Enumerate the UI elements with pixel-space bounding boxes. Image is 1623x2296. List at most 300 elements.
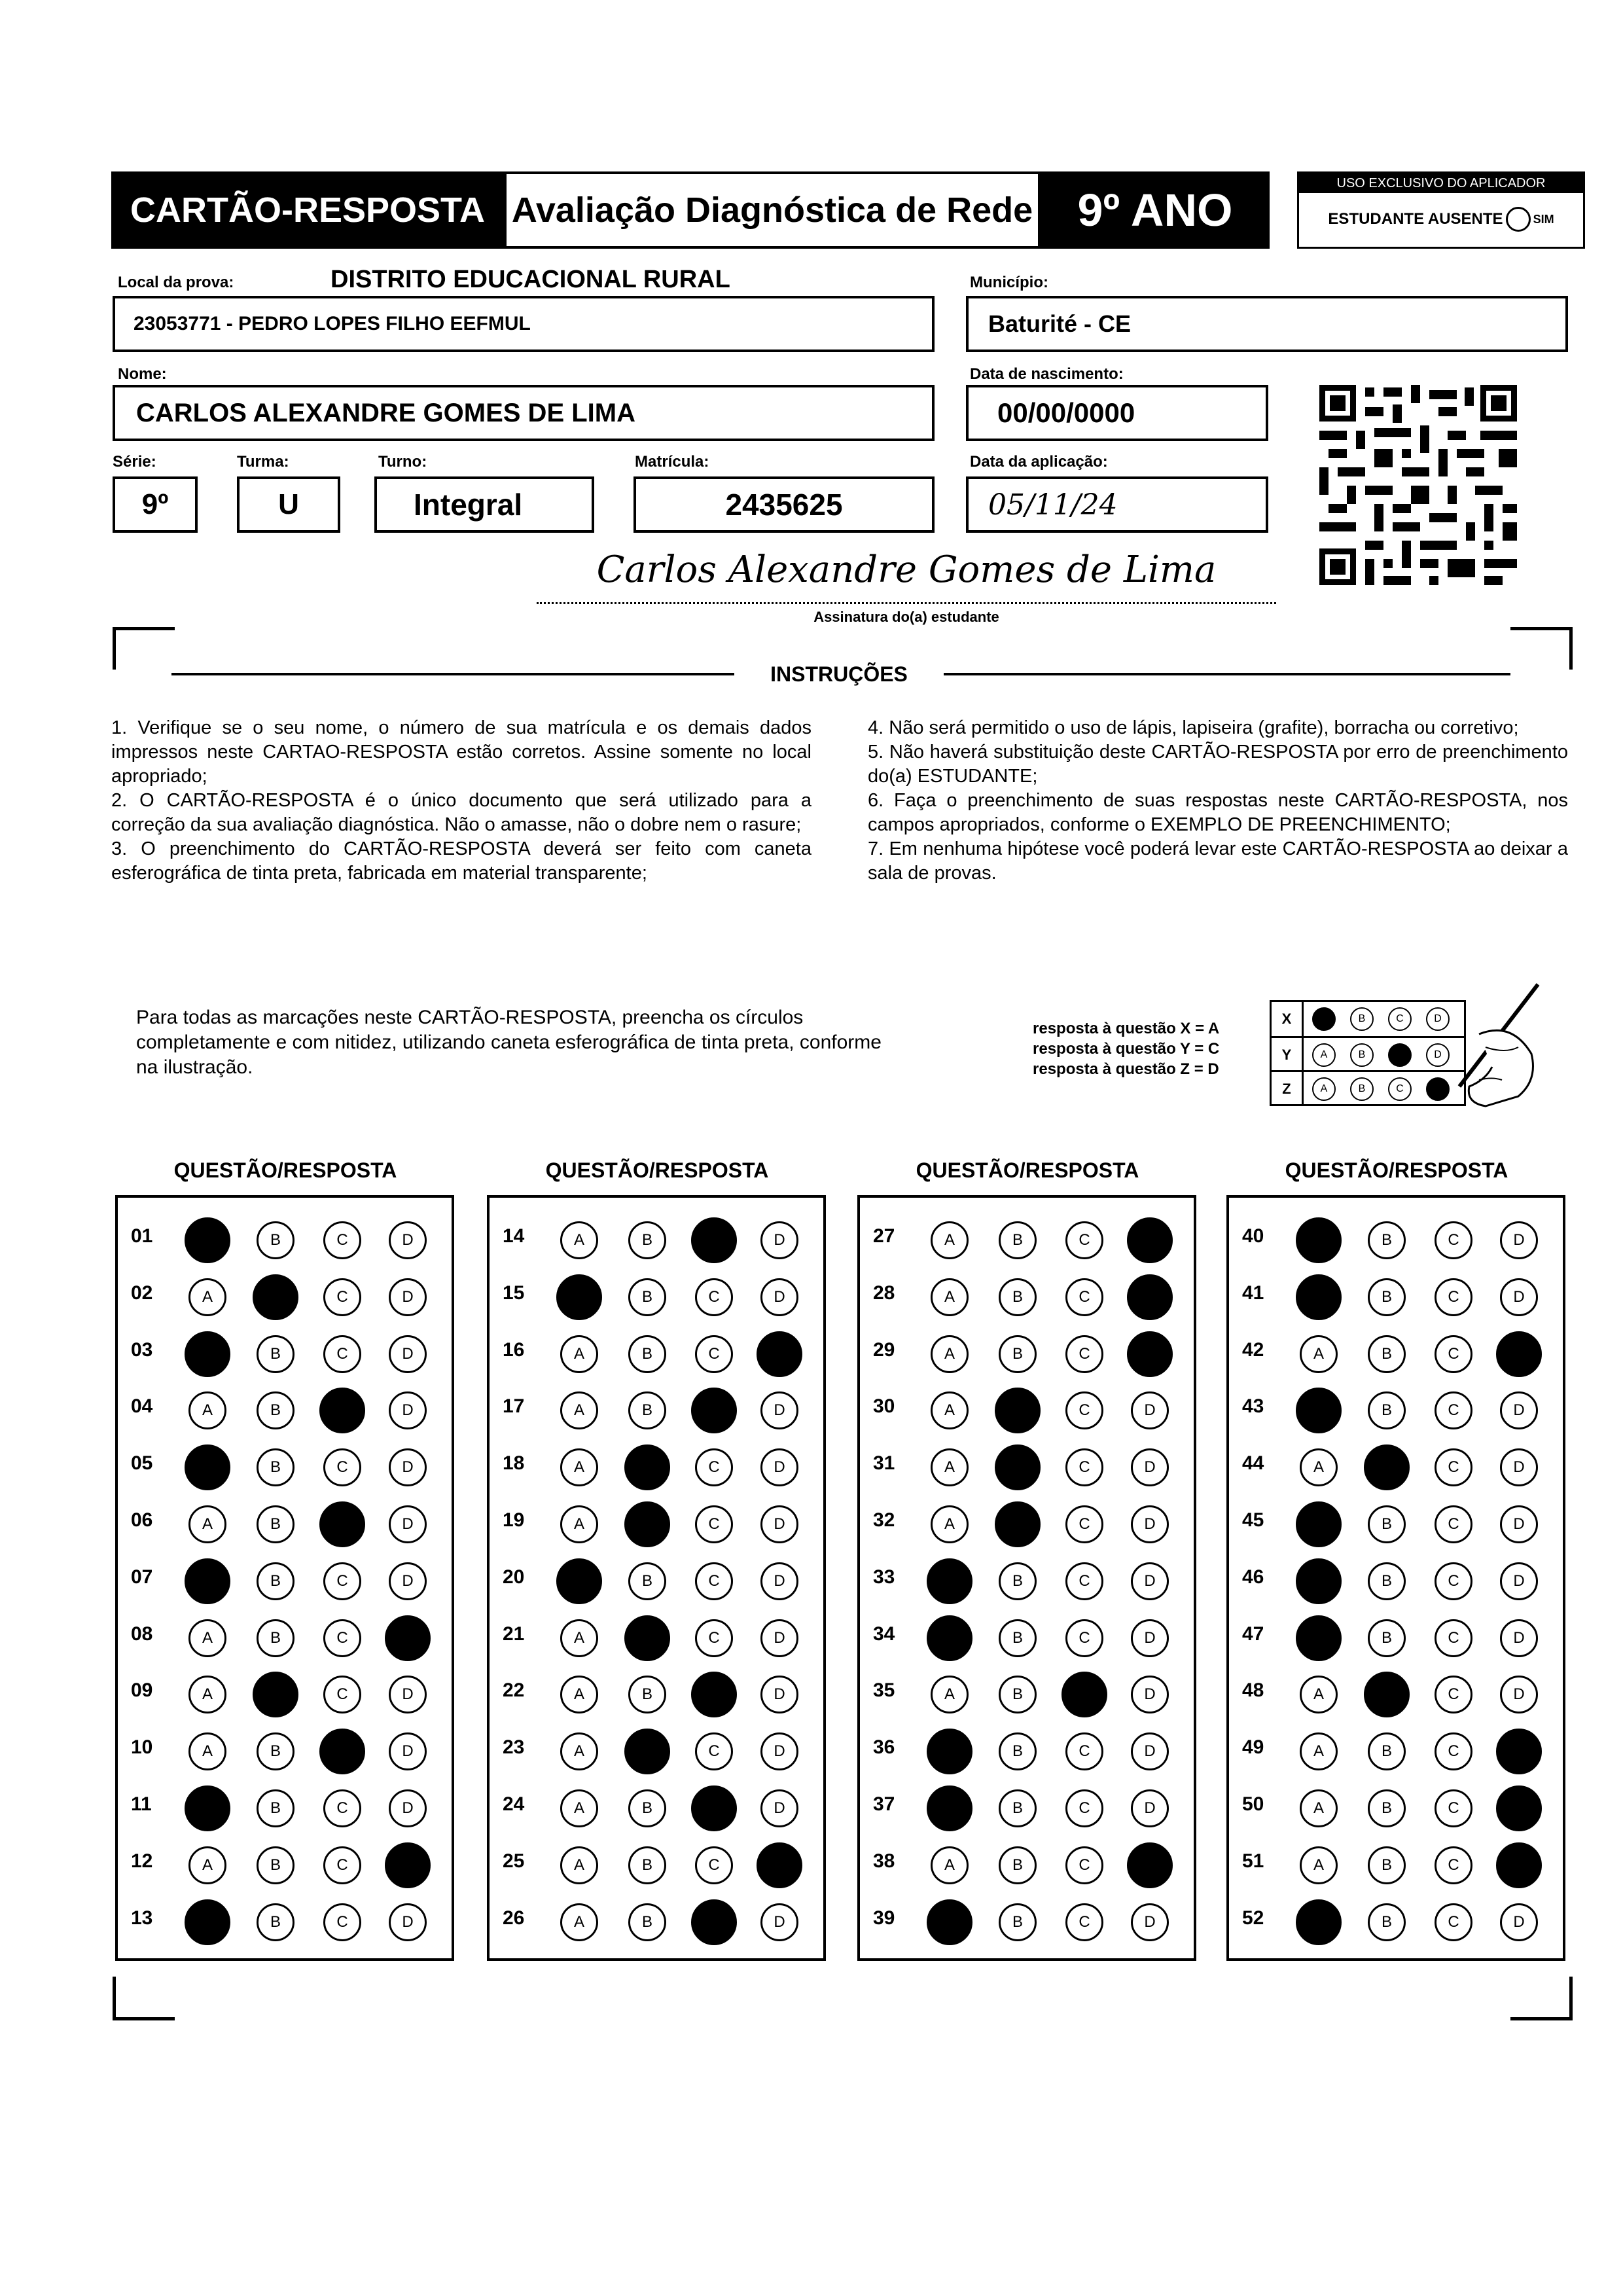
question-row-17 [490, 1386, 823, 1426]
answer-bubble-b[interactable] [624, 1444, 670, 1490]
answer-bubble-d[interactable]: D [1131, 1903, 1169, 1941]
answer-bubble-d[interactable] [1127, 1842, 1173, 1888]
answer-bubble-d[interactable] [1496, 1331, 1542, 1377]
example-row-x [1272, 1002, 1464, 1036]
nome-field: CARLOS ALEXANDRE GOMES DE LIMA [113, 385, 935, 441]
example-bubble-c [1388, 1043, 1412, 1067]
answer-bubble-a[interactable] [185, 1785, 230, 1831]
answer-bubble-d[interactable]: D [760, 1505, 798, 1543]
answer-bubble-b[interactable]: B [257, 1619, 294, 1657]
question-row-45 [1229, 1500, 1563, 1539]
answer-bubble-a[interactable]: A [1300, 1846, 1338, 1884]
example-text: Para todas as marcações neste CARTÃO-RESPOSTA, preencha os círculos completamente e com nitidez, utilizando caneta esferográfica de tinta preta, conforme na ilustração. [136, 1007, 882, 1078]
question-number: 09 [131, 1679, 153, 1702]
instructions-line-right [944, 673, 1510, 675]
answer-bubble-a[interactable] [927, 1615, 972, 1661]
answer-bubble-c[interactable] [691, 1785, 737, 1831]
example-bubble-d: D [1426, 1007, 1450, 1031]
answer-bubble-d[interactable]: D [1500, 1221, 1538, 1259]
answer-bubble-b[interactable] [995, 1444, 1041, 1490]
answer-bubble-b[interactable] [624, 1501, 670, 1547]
turno-field: Integral [374, 476, 594, 533]
answer-bubble-a[interactable]: A [1300, 1732, 1338, 1770]
answer-bubble-c[interactable]: C [1435, 1676, 1472, 1713]
answer-bubble-c[interactable] [1061, 1672, 1107, 1717]
answer-bubble-b[interactable]: B [999, 1278, 1037, 1316]
answer-bubble-a[interactable]: A [931, 1221, 969, 1259]
answer-bubble-a[interactable] [927, 1558, 972, 1604]
question-number: 18 [503, 1452, 525, 1475]
answer-bubble-b[interactable]: B [257, 1903, 294, 1941]
answer-bubble-b[interactable] [995, 1388, 1041, 1433]
answer-bubble-b[interactable]: B [1368, 1789, 1406, 1827]
question-row-43 [1229, 1386, 1563, 1426]
answer-bubble-d[interactable] [757, 1842, 802, 1888]
question-number: 23 [503, 1736, 525, 1759]
answer-bubble-a[interactable]: A [560, 1846, 598, 1884]
question-number: 41 [1242, 1282, 1264, 1304]
answer-bubble-b[interactable]: B [257, 1391, 294, 1429]
municipio-label: Município: [970, 274, 1048, 291]
question-row-10 [118, 1727, 452, 1767]
question-row-04 [118, 1386, 452, 1426]
column-title-1: QUESTÃO/RESPOSTA [173, 1158, 397, 1182]
answer-bubble-a[interactable] [185, 1331, 230, 1377]
answer-bubble-c[interactable]: C [695, 1278, 733, 1316]
answer-bubble-c[interactable]: C [695, 1335, 733, 1373]
answer-bubble-c[interactable]: C [1435, 1846, 1472, 1884]
answer-bubble-b[interactable]: B [628, 1676, 666, 1713]
answer-bubble-c[interactable] [319, 1501, 365, 1547]
answer-bubble-b[interactable]: B [1368, 1619, 1406, 1657]
question-row-35 [860, 1670, 1194, 1710]
question-number: 04 [131, 1395, 153, 1418]
absent-checkbox[interactable] [1506, 207, 1531, 232]
question-row-19 [490, 1500, 823, 1539]
question-number: 19 [503, 1509, 525, 1531]
answer-bubble-a[interactable]: A [188, 1619, 226, 1657]
answer-bubble-a[interactable]: A [931, 1448, 969, 1486]
answer-bubble-a[interactable] [185, 1558, 230, 1604]
answer-bubble-b[interactable]: B [999, 1335, 1037, 1373]
answer-bubble-c[interactable]: C [1435, 1505, 1472, 1543]
answer-bubble-b[interactable]: B [999, 1221, 1037, 1259]
question-number: 52 [1242, 1907, 1264, 1929]
question-number: 48 [1242, 1679, 1264, 1702]
answer-bubble-a[interactable] [927, 1729, 972, 1774]
answer-bubble-d[interactable]: D [389, 1335, 427, 1373]
answer-bubble-a[interactable]: A [188, 1732, 226, 1770]
answer-bubble-b[interactable]: B [628, 1335, 666, 1373]
answer-bubble-a[interactable] [927, 1899, 972, 1945]
answer-bubble-d[interactable]: D [389, 1903, 427, 1941]
answer-bubble-d[interactable]: D [1131, 1619, 1169, 1657]
answer-bubble-b[interactable] [624, 1615, 670, 1661]
answer-bubble-a[interactable]: A [1300, 1789, 1338, 1827]
answer-bubble-d[interactable]: D [1500, 1278, 1538, 1316]
answer-bubble-b[interactable]: B [999, 1789, 1037, 1827]
instruction-3: 3. O preenchimento do CARTÃO-RESPOSTA deverá ser feito com caneta esferográfica de tinta preta, fabricada em material transparente; [111, 838, 812, 884]
answer-bubble-a[interactable] [1296, 1217, 1342, 1263]
answer-bubble-d[interactable]: D [760, 1562, 798, 1600]
answer-bubble-c[interactable]: C [1065, 1505, 1103, 1543]
question-number: 12 [131, 1850, 153, 1872]
answer-bubble-b[interactable]: B [999, 1903, 1037, 1941]
serie-field: 9º [113, 476, 198, 533]
answer-bubble-a[interactable]: A [931, 1335, 969, 1373]
answer-bubble-a[interactable] [556, 1274, 602, 1320]
answer-bubble-a[interactable]: A [560, 1221, 598, 1259]
question-row-14 [490, 1216, 823, 1255]
answer-bubble-a[interactable] [1296, 1615, 1342, 1661]
signature: Carlos Alexandre Gomes de Lima [596, 548, 1217, 591]
answer-bubble-b[interactable]: B [628, 1562, 666, 1600]
answer-bubble-a[interactable] [1296, 1274, 1342, 1320]
answer-bubble-b[interactable]: B [1368, 1335, 1406, 1373]
answer-bubble-b[interactable]: B [257, 1562, 294, 1600]
answer-bubble-b[interactable] [253, 1672, 298, 1717]
answer-bubble-c[interactable] [319, 1388, 365, 1433]
qr-code-icon [1319, 385, 1517, 585]
answer-bubble-b[interactable] [1364, 1444, 1410, 1490]
question-row-48 [1229, 1670, 1563, 1710]
example-row-label: Y [1272, 1038, 1304, 1072]
answer-bubble-b[interactable]: B [628, 1278, 666, 1316]
answer-bubble-b[interactable] [253, 1274, 298, 1320]
question-number: 16 [503, 1338, 525, 1361]
instruction-2: 2. O CARTÃO-RESPOSTA é o único documento que será utilizado para a correção da sua avaliação diagnóstica. Não o amasse, não o dobre nem o rasure; [111, 790, 812, 835]
answer-bubble-d[interactable]: D [1500, 1448, 1538, 1486]
answer-bubble-b[interactable] [1364, 1672, 1410, 1717]
answer-column-3 [857, 1195, 1196, 1961]
answer-bubble-d[interactable] [1496, 1785, 1542, 1831]
answer-bubble-b[interactable]: B [1368, 1221, 1406, 1259]
answer-bubble-a[interactable]: A [188, 1505, 226, 1543]
answer-bubble-b[interactable]: B [257, 1221, 294, 1259]
answer-bubble-d[interactable] [1127, 1331, 1173, 1377]
example-bubble-a: A [1312, 1077, 1336, 1101]
answer-bubble-b[interactable]: B [1368, 1278, 1406, 1316]
answer-bubble-b[interactable]: B [1368, 1732, 1406, 1770]
question-number: 47 [1242, 1623, 1264, 1645]
question-number: 27 [873, 1225, 895, 1247]
grade-label: 9º ANO [1041, 171, 1270, 249]
question-row-40 [1229, 1216, 1563, 1255]
question-row-11 [118, 1784, 452, 1823]
answer-bubble-c[interactable]: C [1065, 1619, 1103, 1657]
answer-bubble-c[interactable]: C [1065, 1562, 1103, 1600]
answer-bubble-d[interactable]: D [389, 1562, 427, 1600]
question-row-52 [1229, 1898, 1563, 1937]
answer-bubble-a[interactable]: A [560, 1505, 598, 1543]
answer-bubble-b[interactable]: B [257, 1505, 294, 1543]
answer-bubble-a[interactable]: A [188, 1278, 226, 1316]
answer-bubble-a[interactable]: A [560, 1448, 598, 1486]
answer-bubble-c[interactable]: C [695, 1562, 733, 1600]
answer-bubble-c[interactable]: C [1065, 1903, 1103, 1941]
answer-bubble-a[interactable]: A [560, 1903, 598, 1941]
corner-bottom-right [1510, 1977, 1573, 2020]
answer-bubble-d[interactable]: D [1131, 1732, 1169, 1770]
answer-bubble-a[interactable] [185, 1899, 230, 1945]
question-row-13 [118, 1898, 452, 1937]
answer-bubble-c[interactable]: C [695, 1732, 733, 1770]
answer-bubble-c[interactable]: C [1065, 1335, 1103, 1373]
answer-bubble-d[interactable]: D [1500, 1391, 1538, 1429]
answer-bubble-a[interactable]: A [1300, 1335, 1338, 1373]
answer-bubble-b[interactable]: B [999, 1846, 1037, 1884]
question-row-18 [490, 1443, 823, 1482]
answer-bubble-d[interactable] [757, 1331, 802, 1377]
question-number: 25 [503, 1850, 525, 1872]
answer-bubble-c[interactable] [691, 1899, 737, 1945]
question-number: 21 [503, 1623, 525, 1645]
answer-bubble-c[interactable]: C [695, 1505, 733, 1543]
answer-bubble-c[interactable]: C [323, 1335, 361, 1373]
example-row-label: Z [1272, 1072, 1304, 1106]
answer-bubble-d[interactable]: D [1500, 1903, 1538, 1941]
answer-bubble-a[interactable]: A [1300, 1448, 1338, 1486]
answer-bubble-d[interactable]: D [1131, 1448, 1169, 1486]
municipio-field: Baturité - CE [966, 296, 1568, 352]
answer-bubble-a[interactable]: A [188, 1846, 226, 1884]
answer-bubble-d[interactable]: D [1131, 1676, 1169, 1713]
example-bubble-c: C [1388, 1007, 1412, 1031]
answer-bubble-c[interactable]: C [1435, 1619, 1472, 1657]
question-row-08 [118, 1614, 452, 1653]
answer-bubble-c[interactable]: C [1435, 1562, 1472, 1600]
answer-bubble-d[interactable] [385, 1842, 431, 1888]
answer-bubble-d[interactable]: D [760, 1619, 798, 1657]
answer-bubble-a[interactable]: A [931, 1278, 969, 1316]
answer-bubble-d[interactable]: D [1500, 1505, 1538, 1543]
local-label: Local da prova: [118, 274, 234, 291]
answer-bubble-c[interactable] [691, 1217, 737, 1263]
answer-bubble-d[interactable]: D [389, 1732, 427, 1770]
answer-bubble-c[interactable]: C [1435, 1448, 1472, 1486]
answer-bubble-d[interactable]: D [389, 1221, 427, 1259]
answer-bubble-d[interactable] [1496, 1729, 1542, 1774]
answer-bubble-a[interactable]: A [931, 1676, 969, 1713]
question-row-30 [860, 1386, 1194, 1426]
question-row-07 [118, 1557, 452, 1596]
answer-bubble-d[interactable]: D [389, 1391, 427, 1429]
question-number: 45 [1242, 1509, 1264, 1531]
answer-bubble-d[interactable]: D [760, 1278, 798, 1316]
answer-bubble-b[interactable]: B [999, 1676, 1037, 1713]
question-number: 43 [1242, 1395, 1264, 1418]
question-number: 40 [1242, 1225, 1264, 1247]
answer-bubble-c[interactable]: C [1435, 1278, 1472, 1316]
answer-bubble-a[interactable] [1296, 1899, 1342, 1945]
answer-bubble-a[interactable]: A [560, 1619, 598, 1657]
answer-bubble-b[interactable]: B [1368, 1505, 1406, 1543]
question-number: 01 [131, 1225, 153, 1247]
answer-bubble-a[interactable]: A [931, 1391, 969, 1429]
answer-bubble-c[interactable]: C [695, 1846, 733, 1884]
answer-bubble-c[interactable]: C [1435, 1221, 1472, 1259]
question-number: 05 [131, 1452, 153, 1475]
answer-bubble-b[interactable]: B [1368, 1391, 1406, 1429]
answer-bubble-b[interactable]: B [257, 1448, 294, 1486]
corner-bottom-left [113, 1977, 175, 2020]
answer-bubble-d[interactable] [1496, 1842, 1542, 1888]
answer-bubble-b[interactable]: B [1368, 1903, 1406, 1941]
answer-bubble-c[interactable]: C [1435, 1903, 1472, 1941]
answer-bubble-c[interactable] [319, 1729, 365, 1774]
answer-bubble-d[interactable]: D [1500, 1619, 1538, 1657]
nasc-field: 00/00/0000 [966, 385, 1268, 441]
question-row-49 [1229, 1727, 1563, 1767]
answer-bubble-c[interactable]: C [323, 1846, 361, 1884]
answer-bubble-c[interactable]: C [1065, 1221, 1103, 1259]
answer-bubble-c[interactable]: C [323, 1278, 361, 1316]
answer-bubble-c[interactable] [691, 1388, 737, 1433]
answer-bubble-b[interactable]: B [257, 1335, 294, 1373]
answer-bubble-c[interactable]: C [1065, 1448, 1103, 1486]
answer-bubble-a[interactable] [185, 1444, 230, 1490]
answer-bubble-d[interactable]: D [1131, 1789, 1169, 1827]
answer-bubble-a[interactable]: A [560, 1391, 598, 1429]
answer-bubble-a[interactable] [1296, 1501, 1342, 1547]
instruction-1: 1. Verifique se o seu nome, o número de sua matrícula e os demais dados impressos neste CARTAO-RESPOSTA estão corretos. Assine somente no local apropriado; [111, 717, 812, 787]
answer-bubble-b[interactable]: B [628, 1221, 666, 1259]
answer-bubble-c[interactable]: C [1435, 1391, 1472, 1429]
answer-bubble-a[interactable] [1296, 1388, 1342, 1433]
answer-bubble-b[interactable]: B [257, 1732, 294, 1770]
example-grid [1270, 1000, 1466, 1106]
question-number: 30 [873, 1395, 895, 1418]
answer-bubble-b[interactable]: B [257, 1789, 294, 1827]
example-bubble-a [1312, 1007, 1336, 1031]
answer-bubble-d[interactable]: D [1500, 1562, 1538, 1600]
answer-bubble-a[interactable]: A [931, 1846, 969, 1884]
answer-bubble-d[interactable]: D [760, 1732, 798, 1770]
answer-bubble-c[interactable]: C [1065, 1391, 1103, 1429]
instruction-7: 7. Em nenhuma hipótese você poderá levar este CARTÃO-RESPOSTA ao deixar a sala de provas. [868, 838, 1568, 884]
answer-bubble-c[interactable]: C [1065, 1789, 1103, 1827]
answer-bubble-d[interactable]: D [1131, 1505, 1169, 1543]
answer-bubble-b[interactable]: B [999, 1562, 1037, 1600]
answer-bubble-d[interactable]: D [760, 1676, 798, 1713]
instruction-6: 6. Faça o preenchimento de suas respostas neste CARTÃO-RESPOSTA, nos campos apropriados, conforme o EXEMPLO DE PREENCHIMENTO; [868, 790, 1568, 835]
answer-bubble-a[interactable]: A [188, 1391, 226, 1429]
answer-bubble-c[interactable]: C [323, 1903, 361, 1941]
answer-bubble-a[interactable]: A [560, 1732, 598, 1770]
answer-bubble-a[interactable]: A [931, 1505, 969, 1543]
exam-title: Avaliação Diagnóstica de Rede [504, 171, 1041, 249]
answer-bubble-c[interactable]: C [1435, 1335, 1472, 1373]
answer-bubble-d[interactable] [385, 1615, 431, 1661]
answer-bubble-d[interactable] [1127, 1217, 1173, 1263]
question-number: 36 [873, 1736, 895, 1759]
answer-bubble-c[interactable]: C [1065, 1846, 1103, 1884]
answer-bubble-c[interactable]: C [323, 1789, 361, 1827]
answer-bubble-b[interactable]: B [257, 1846, 294, 1884]
question-row-09 [118, 1670, 452, 1710]
local-field: 23053771 - PEDRO LOPES FILHO EEFMUL [113, 296, 935, 352]
answer-bubble-c[interactable]: C [1435, 1789, 1472, 1827]
answer-bubble-b[interactable] [995, 1501, 1041, 1547]
question-row-02 [118, 1273, 452, 1312]
answer-bubble-d[interactable]: D [760, 1903, 798, 1941]
question-row-29 [860, 1330, 1194, 1369]
question-row-06 [118, 1500, 452, 1539]
answer-bubble-b[interactable]: B [999, 1619, 1037, 1657]
corner-top-right [1510, 627, 1573, 670]
answer-bubble-a[interactable] [927, 1785, 972, 1831]
answer-bubble-d[interactable]: D [1131, 1562, 1169, 1600]
question-number: 42 [1242, 1338, 1264, 1361]
answer-bubble-a[interactable]: A [560, 1335, 598, 1373]
answer-bubble-c[interactable]: C [695, 1619, 733, 1657]
answer-bubble-c[interactable]: C [695, 1448, 733, 1486]
answer-bubble-d[interactable]: D [760, 1391, 798, 1429]
answer-bubble-d[interactable]: D [1500, 1676, 1538, 1713]
answer-bubble-c[interactable]: C [323, 1619, 361, 1657]
question-row-25 [490, 1841, 823, 1880]
answer-bubble-a[interactable]: A [1300, 1676, 1338, 1713]
question-row-37 [860, 1784, 1194, 1823]
question-number: 28 [873, 1282, 895, 1304]
answer-bubble-d[interactable]: D [1131, 1391, 1169, 1429]
answer-bubble-b[interactable]: B [628, 1391, 666, 1429]
answer-bubble-b[interactable]: B [628, 1903, 666, 1941]
answer-bubble-a[interactable] [185, 1217, 230, 1263]
answer-bubble-d[interactable]: D [389, 1789, 427, 1827]
answer-bubble-d[interactable]: D [760, 1448, 798, 1486]
answer-bubble-d[interactable]: D [389, 1676, 427, 1713]
answer-bubble-b[interactable]: B [628, 1846, 666, 1884]
answer-bubble-c[interactable]: C [1065, 1732, 1103, 1770]
answer-bubble-b[interactable]: B [1368, 1562, 1406, 1600]
answer-bubble-c[interactable] [691, 1672, 737, 1717]
instructions-left [111, 716, 812, 886]
question-number: 39 [873, 1907, 895, 1929]
answer-bubble-d[interactable]: D [389, 1278, 427, 1316]
answer-bubble-d[interactable]: D [760, 1789, 798, 1827]
answer-bubble-c[interactable]: C [323, 1221, 361, 1259]
question-row-34 [860, 1614, 1194, 1653]
question-number: 22 [503, 1679, 525, 1702]
answer-bubble-d[interactable] [1127, 1274, 1173, 1320]
answer-bubble-a[interactable] [556, 1558, 602, 1604]
answer-bubble-c[interactable]: C [1065, 1278, 1103, 1316]
answer-bubble-c[interactable]: C [323, 1676, 361, 1713]
column-title-2: QUESTÃO/RESPOSTA [545, 1158, 769, 1182]
answer-bubble-b[interactable] [624, 1729, 670, 1774]
answer-bubble-c[interactable]: C [323, 1562, 361, 1600]
answer-bubble-d[interactable]: D [389, 1448, 427, 1486]
answer-bubble-c[interactable]: C [323, 1448, 361, 1486]
answer-bubble-b[interactable]: B [628, 1789, 666, 1827]
answer-bubble-d[interactable]: D [760, 1221, 798, 1259]
question-number: 38 [873, 1850, 895, 1872]
answer-bubble-a[interactable]: A [560, 1676, 598, 1713]
answer-bubble-a[interactable] [1296, 1558, 1342, 1604]
local-district: DISTRITO EDUCACIONAL RURAL [330, 266, 730, 293]
answer-bubble-b[interactable]: B [1368, 1846, 1406, 1884]
answer-bubble-c[interactable]: C [1435, 1732, 1472, 1770]
answer-bubble-b[interactable]: B [999, 1732, 1037, 1770]
answer-bubble-a[interactable]: A [188, 1676, 226, 1713]
question-number: 15 [503, 1282, 525, 1304]
turno-label: Turno: [378, 453, 427, 471]
answer-bubble-a[interactable]: A [560, 1789, 598, 1827]
answer-bubble-d[interactable]: D [389, 1505, 427, 1543]
question-row-23 [490, 1727, 823, 1767]
question-number: 33 [873, 1566, 895, 1588]
